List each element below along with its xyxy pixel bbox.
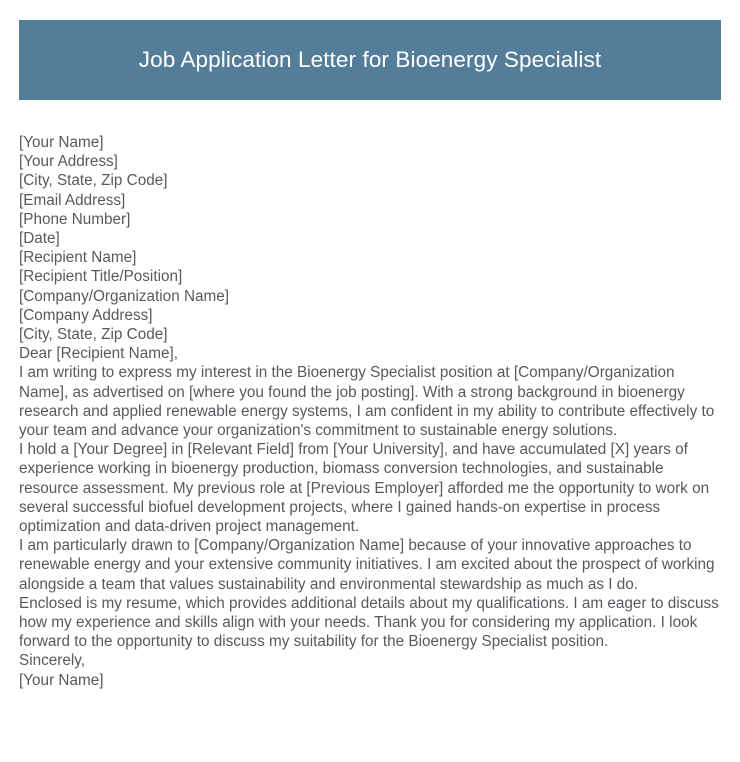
sender-address-block: [19, 133, 722, 248]
body-paragraph-4: Enclosed is my resume, which provides additional details about my qualifications. I am eager to discuss how my experience and skills align with your needs. Thank you for considering my application. I look forward to the opportunity to discuss my suitability for the Bioenergy Specialist position.: [19, 594, 719, 651]
sender-line-your-name: [Your Name]: [19, 134, 104, 151]
recipient-line-title-position: [Recipient Title/Position]: [19, 268, 183, 286]
closing-salutation: Sincerely,: [19, 652, 86, 670]
recipient-line-name: [Recipient Name]: [19, 249, 137, 267]
salutation: Dear [Recipient Name],: [19, 345, 178, 363]
body-paragraph-1: I am writing to express my interest in the Bioenergy Specialist position at [Company/Organization Name], as advertised on [where you found the job posting]. With a strong background in bioenergy research and applied renewable energy systems, I am confident in my ability to contribute effectively to your team and advance your organization's commitment to sustainable energy solutions.: [19, 364, 715, 440]
body-paragraph-2: I hold a [Your Degree] in [Relevant Field] from [Your University], and have accumulated [X] years of experience working in bioenergy production, biomass conversion technologies, and sustainable resource assessment. My previous role at [Previous Employer] afforded me the opportunity to work on several successful biofuel development projects, where I gained hands-on expertise in process optimization and data-driven project management.: [19, 441, 710, 536]
body-paragraph-3: I am particularly drawn to [Company/Organization Name] because of your innovative approaches to renewable energy and your extensive community initiatives. I am excited about the prospect of working alongside a team that values sustainability and environmental stewardship as much as I do.: [19, 537, 715, 593]
sender-line-phone-number: [Phone Number]: [19, 210, 131, 228]
sender-line-email-address: [Email Address]: [19, 191, 126, 209]
recipient-line-company-address: [Company Address]: [19, 306, 153, 324]
recipient-address-block: [19, 248, 722, 344]
sender-line-date: [Date]: [19, 230, 60, 248]
page-title: Job Application Letter for Bioenergy Specialist: [138, 46, 602, 72]
sender-line-your-address: [Your Address]: [19, 153, 118, 171]
document-header-banner: [19, 20, 721, 100]
recipient-line-city-state-zip: [City, State, Zip Code]: [19, 326, 168, 344]
letter-body: [19, 133, 722, 690]
signature-name: [Your Name]: [19, 671, 104, 689]
sender-line-city-state-zip: [City, State, Zip Code]: [19, 172, 168, 190]
recipient-line-company-name: [Company/Organization Name]: [19, 287, 230, 305]
